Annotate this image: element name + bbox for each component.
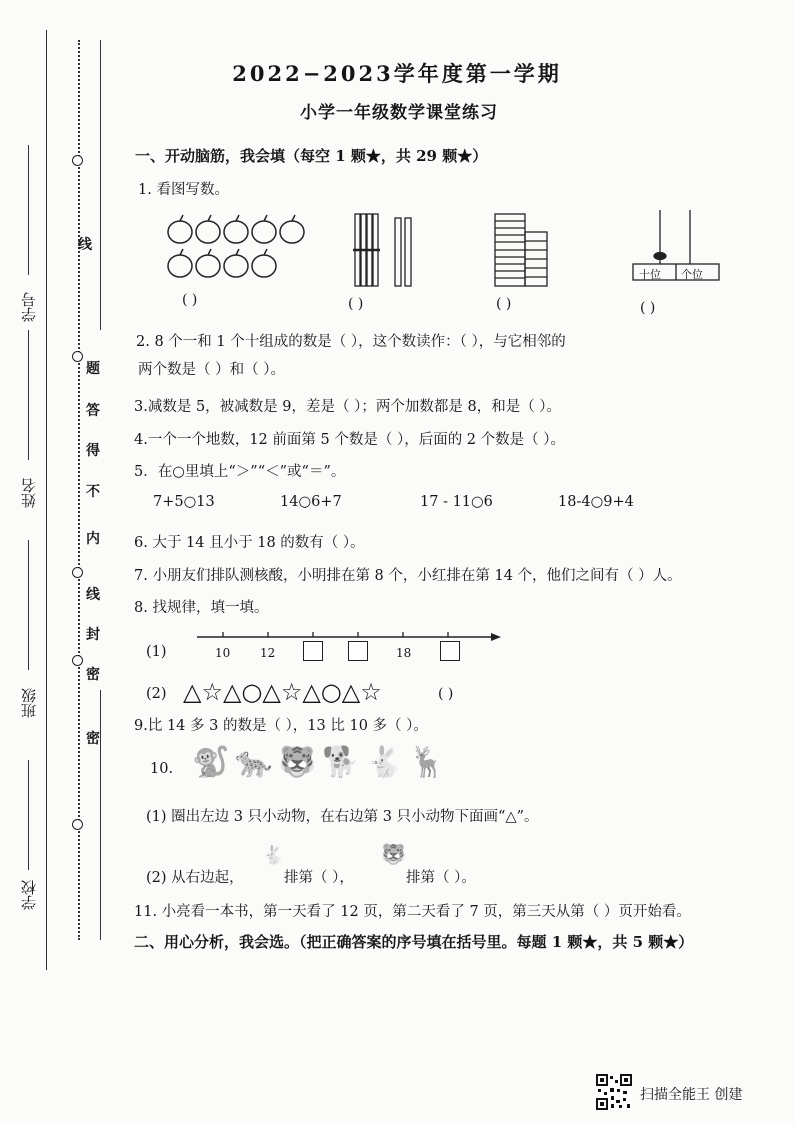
q10-part-2-blank-1[interactable]: 排第（ ）， [284, 870, 354, 886]
dog-icon[interactable]: 🐕 [322, 745, 366, 780]
margin-label-school: 学校 [20, 880, 38, 910]
seal-char-xian: 线 [78, 237, 92, 253]
section-2-heading: 二、用心分析，我会选。（把正确答案的序号填在括号里。每题 1 颗★，共 5 颗★） [134, 933, 694, 951]
question-7[interactable]: 7. 小朋友们排队测核酸，小明排在第 8 个，小红排在第 14 个，他们之间有（ ）人。 [134, 568, 682, 584]
deer-icon[interactable]: 🦌 [408, 745, 453, 780]
seal-char-mid-2: 得 [86, 443, 100, 459]
number-line-box-3[interactable] [440, 641, 460, 661]
page-subtitle: 小学一年级数学课堂练习 [300, 103, 498, 123]
q8-part-1-label: (1) [146, 644, 167, 660]
binding-hole-4 [72, 655, 83, 666]
q10-part-1: (1) 圈出左边 3 只小动物，在右边第 3 只小动物下面画“△”。 [146, 809, 539, 825]
margin-solid-line-bottom [100, 690, 101, 940]
question-10-label: 10. [150, 761, 174, 777]
blocks-icon [495, 214, 547, 286]
abacus-label-ones: 个位 [681, 268, 703, 281]
seal-char-mid-4: 内 [86, 531, 100, 547]
q1-answer-blank-1[interactable]: ( ) [182, 292, 198, 308]
seal-char-mid-6: 线 [86, 587, 100, 603]
q8-part-2-label: (2) [146, 686, 167, 702]
rabbit-icon[interactable]: 🐇 [365, 745, 409, 780]
school-blank-line[interactable] [28, 760, 29, 870]
section-1-heading: 一、开动脑筋，我会填（每空 1 颗★，共 29 颗★） [135, 147, 488, 165]
q1-answer-blank-2[interactable]: ( ) [348, 296, 364, 312]
q5-compare-item-3[interactable]: 17 - 11○6 [420, 494, 493, 510]
q5-compare-item-2[interactable]: 14○6+7 [280, 494, 342, 510]
tiger-icon-small: 🐯 [381, 842, 406, 866]
number-line-label-12: 12 [260, 646, 276, 660]
q5-compare-item-4[interactable]: 18-4○9+4 [558, 494, 634, 510]
question-11[interactable]: 11. 小亮看一本书，第一天看了 12 页，第二天看了 7 页，第三天从第（ ）页开始看。 [134, 904, 691, 920]
margin-label-name: 姓名 [20, 478, 38, 508]
seal-char-mid-0: 题 [86, 361, 100, 377]
q1-answer-blank-3[interactable]: ( ) [496, 296, 512, 312]
name-blank-line[interactable] [28, 330, 29, 460]
question-4[interactable]: 4.一个一个地数，12 前面第 5 个数是（ ），后面的 2 个数是（ ）。 [134, 432, 565, 448]
seal-char-low-1: 密 [86, 667, 100, 683]
seal-char-mid-1: 答 [86, 403, 100, 419]
animal-row [192, 745, 452, 780]
seal-char-low-0: 封 [86, 627, 100, 643]
margin-dotted-line [78, 40, 80, 940]
class-blank-line[interactable] [28, 540, 29, 670]
tiger-icon[interactable]: 🐯 [278, 745, 323, 780]
binding-hole-2 [72, 351, 83, 362]
margin-solid-line-outer [46, 30, 47, 970]
question-1: 1. 看图写数。 [138, 182, 229, 198]
margin-label-class: 班级 [20, 688, 38, 718]
q1-figures [155, 210, 725, 300]
binding-hole-1 [72, 155, 83, 166]
q10-part-2-blank-2[interactable]: 排第（ ）。 [406, 870, 476, 886]
abacus-label-tens: 十位 [639, 268, 661, 281]
watermark-text: 扫描全能王 创建 [640, 1087, 743, 1103]
question-2-line-2[interactable]: 两个数是（ ）和（ ）。 [138, 362, 285, 378]
q1-answer-blank-4[interactable]: ( ) [640, 300, 656, 316]
seal-char-bottom: 密 [86, 731, 100, 747]
student-id-blank-line[interactable] [28, 145, 29, 275]
page-title: 2022−2023学年度第一学期 [232, 61, 562, 86]
rabbit-icon-small: 🐇 [262, 845, 285, 866]
apple-icon [280, 221, 304, 243]
q5-compare-item-1[interactable]: 7+5○13 [153, 494, 215, 510]
q8-part-2-blank[interactable]: ( ) [438, 686, 454, 702]
question-9[interactable]: 9.比 14 多 3 的数是（ ），13 比 10 多（ ）。 [134, 718, 428, 734]
binding-hole-5 [72, 819, 83, 830]
margin-label-student-id: 学号 [20, 292, 38, 322]
shape-pattern: △☆△○△☆△○△☆ [183, 678, 382, 706]
question-5: 5．在○里填上“＞”“＜”或“＝”。 [134, 464, 346, 480]
question-3[interactable]: 3.减数是 5，被减数是 9，差是（ ）；两个加数都是 8，和是（ ）。 [134, 399, 562, 415]
apple-icon [252, 221, 276, 243]
q10-part-2-prefix: (2) 从右边起， [146, 870, 244, 886]
question-8: 8. 找规律，填一填。 [134, 600, 269, 616]
qr-code-icon [596, 1074, 632, 1110]
monkey-icon[interactable]: 🐒 [192, 745, 236, 780]
number-line-label-18: 18 [396, 646, 412, 660]
apple-icon [168, 221, 192, 243]
number-line-box-1[interactable] [303, 641, 323, 661]
apple-icon [196, 255, 220, 277]
number-line-label-10: 10 [215, 646, 231, 660]
question-2-line-1[interactable]: 2. 8 个一和 1 个十组成的数是（ ），这个数读作：（ ），与它相邻的 [136, 334, 566, 350]
apple-icon [252, 255, 276, 277]
sticks-bundle-icon [353, 214, 411, 286]
apple-icon [224, 221, 248, 243]
number-line-box-2[interactable] [348, 641, 368, 661]
apple-icon [224, 255, 248, 277]
binding-hole-3 [72, 567, 83, 578]
seal-char-mid-3: 不 [86, 484, 100, 500]
apple-icon [196, 221, 220, 243]
leopard-icon[interactable]: 🐆 [235, 745, 279, 780]
apple-icon [168, 255, 192, 277]
apple-group [168, 215, 304, 277]
question-6[interactable]: 6. 大于 14 且小于 18 的数有（ ）。 [134, 535, 365, 551]
